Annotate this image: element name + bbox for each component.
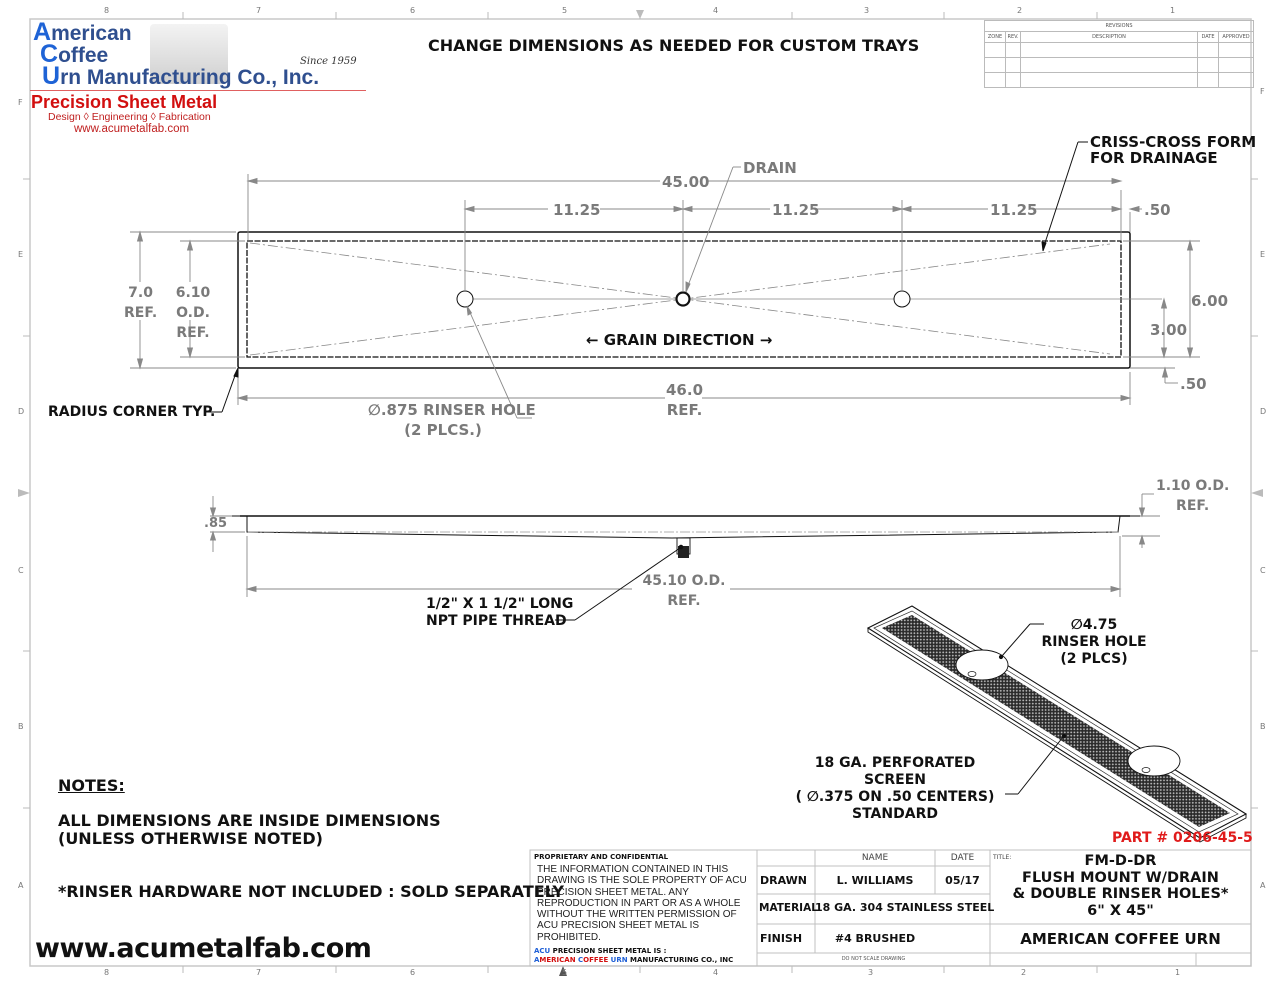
- material-value: 18 GA. 304 STAINLESS STEEL: [815, 901, 995, 914]
- note-inside-dimensions-line1: ALL DIMENSIONS ARE INSIDE DIMENSIONS: [58, 811, 441, 830]
- website-link[interactable]: www.acumetalfab.com: [35, 933, 372, 964]
- dim-od-length-value: 45.10 O.D.: [642, 573, 726, 589]
- material-label: MATERIAL: [759, 902, 818, 914]
- dim-od-height-suffix: REF.: [1176, 498, 1210, 514]
- iso-rinser-label: RINSER HOLE: [1041, 634, 1147, 650]
- criss-cross-line2: FOR DRAINAGE: [1090, 149, 1218, 167]
- proprietary-text: THE INFORMATION CONTAINED IN THIS DRAWING IS THE SOLE PROPERTY OF ACU PRECISION SHEET METAL. ANY REPRODUCTION IN PART OR AS A WHOLE WITHOUT THE WRITTEN PERMISSION OF ACU PRECISION SHEET METAL IS PROHIBITED.: [537, 864, 747, 943]
- zone-right-A: A: [1260, 881, 1266, 890]
- zone-bottom-6: 6: [410, 968, 416, 977]
- dim-od-height: [1156, 476, 1229, 516]
- company-word-coffee: OFFEE: [583, 956, 611, 964]
- criss-cross-note: [1090, 134, 1256, 166]
- dim-half-width: 3.00: [1150, 321, 1188, 339]
- logo-word-urn-manufacturing: rn Manufacturing Co., Inc.: [60, 66, 320, 89]
- dim-od-height-value: 1.10 O.D.: [1156, 478, 1230, 494]
- title-description-line2: & DOUBLE RINSER HOLES*: [1012, 886, 1229, 902]
- dim-od-length: [642, 571, 726, 611]
- rinser-hole-note: [368, 400, 536, 440]
- drawn-name: L. WILLIAMS: [836, 874, 914, 887]
- finish-label: FINISH: [760, 932, 803, 945]
- dim-spacing-1: 11.25: [553, 201, 601, 219]
- zone-right-E: E: [1260, 250, 1266, 259]
- criss-cross-line1: CRISS-CROSS FORM: [1090, 133, 1257, 151]
- header-note: CHANGE DIMENSIONS AS NEEDED FOR CUSTOM TRAYS: [428, 36, 920, 55]
- zone-top-7: 7: [256, 6, 262, 15]
- dim-end-offset-bottom: .50: [1180, 375, 1207, 393]
- zone-left-D: D: [18, 407, 25, 416]
- zone-bottom-1: 1: [1175, 968, 1181, 977]
- zone-bottom-2: 2: [1021, 968, 1027, 977]
- logo-word-coffee: offee: [58, 44, 109, 67]
- zone-bottom-4: 4: [713, 968, 719, 977]
- iso-rinser-diameter: ∅4.75: [1070, 617, 1118, 633]
- logo-word-american: merican: [51, 22, 132, 45]
- zone-top-2: 2: [1017, 6, 1023, 15]
- screen-spec: 18 GA. PERFORATED SCREEN: [814, 755, 976, 788]
- dim-depth: .85: [204, 516, 228, 531]
- revisions-empty-rows: [985, 42, 1253, 87]
- zone-left-A: A: [18, 881, 24, 890]
- screen-standard: STANDARD: [852, 806, 938, 822]
- logo-initial-u: U: [42, 62, 61, 90]
- title-model-code: FM-D-DR: [1084, 853, 1157, 869]
- logo-initial-a: A: [33, 18, 52, 46]
- zone-right-B: B: [1260, 722, 1266, 731]
- title-label: TITLE:: [993, 854, 1012, 861]
- logo-since: Since 1959: [300, 56, 357, 67]
- rinser-hole-count: (2 PLCS.): [404, 421, 482, 439]
- dim-width-od: [157, 283, 229, 343]
- perforated-screen-note: [783, 755, 1007, 823]
- do-not-scale-note: DO NOT SCALE DRAWING: [841, 956, 906, 962]
- dim-width-od-suffix: REF.: [176, 325, 210, 341]
- zone-top-6: 6: [410, 6, 416, 15]
- drawing-title: [990, 853, 1251, 919]
- acu-prefix: ACU: [534, 947, 551, 955]
- iso-rinser-note: [1040, 617, 1148, 668]
- acu-statement: [534, 947, 733, 965]
- finish-value: #4 BRUSHED: [834, 932, 916, 945]
- dim-overall-ref-value: 46.0: [666, 381, 704, 399]
- company-initial-a: A: [534, 956, 540, 964]
- pipe-thread-note: [426, 596, 573, 630]
- dim-width-ref-value: 7.0: [128, 285, 153, 301]
- zone-top-3: 3: [864, 6, 870, 15]
- logo-initial-c: C: [40, 40, 59, 68]
- revisions-table: [984, 20, 1254, 88]
- radius-corner-note: RADIUS CORNER TYP.: [48, 404, 216, 420]
- zone-bottom-3: 3: [868, 968, 874, 977]
- dim-spacing-3: 11.25: [990, 201, 1038, 219]
- zone-left-C: C: [18, 566, 24, 575]
- rinser-hole-size: ∅.875 RINSER HOLE: [368, 401, 536, 419]
- dim-end-offset-top: .50: [1144, 201, 1171, 219]
- zone-right-D: D: [1260, 407, 1267, 416]
- zone-top-8: 8: [104, 6, 110, 15]
- note-inside-dimensions-line2: (UNLESS OTHERWISE NOTED): [58, 829, 323, 848]
- company-logo: [30, 19, 370, 139]
- company-initial-c: C: [578, 956, 584, 964]
- logo-services: Design ◊ Engineering ◊ Fabrication: [48, 111, 211, 123]
- company-word-urn: URN: [610, 956, 628, 964]
- name-header: NAME: [861, 853, 889, 863]
- zone-top-1: 1: [1170, 6, 1176, 15]
- rev-col-description: DESCRIPTION: [1021, 32, 1198, 42]
- company-name: AMERICAN COFFEE URN: [1020, 930, 1221, 948]
- dim-width-ref-suffix: REF.: [124, 305, 158, 321]
- proprietary-heading: PROPRIETARY AND CONFIDENTIAL: [534, 853, 669, 861]
- dim-inner-width: 6.00: [1191, 292, 1229, 310]
- drawn-label: DRAWN: [760, 874, 807, 887]
- dim-spacing-2: 11.25: [772, 201, 820, 219]
- dim-overall-ref: [666, 380, 703, 420]
- part-number: PART # 0206-45-5: [1112, 830, 1253, 846]
- iso-rinser-count: (2 PLCS): [1060, 651, 1128, 667]
- pipe-thread-size: 1/2" X 1 1/2" LONG: [426, 596, 574, 612]
- zone-left-B: B: [18, 722, 24, 731]
- revisions-title: REVISIONS: [985, 21, 1253, 32]
- company-word-american: MERICAN: [539, 956, 579, 964]
- drawn-date: 05/17: [945, 874, 980, 887]
- dim-width-od-value: 6.10 O.D.: [175, 285, 211, 321]
- dim-od-length-suffix: REF.: [667, 593, 701, 609]
- zone-right-F: F: [1260, 87, 1265, 96]
- title-size: 6" X 45": [1087, 902, 1154, 919]
- zone-bottom-8: 8: [104, 968, 110, 977]
- drain-label: DRAIN: [743, 159, 797, 177]
- logo-tagline: Precision Sheet Metal: [31, 92, 218, 112]
- rev-col-date: DATE: [1198, 32, 1219, 42]
- rev-col-rev: REV.: [1006, 32, 1021, 42]
- zone-left-E: E: [18, 250, 24, 259]
- title-description-line1: FLUSH MOUNT W/DRAIN: [1022, 869, 1219, 886]
- dim-overall-ref-suffix: REF.: [666, 401, 703, 419]
- acu-line-rest: PRECISION SHEET METAL IS :: [550, 947, 667, 955]
- dim-width-ref: [124, 283, 157, 323]
- logo-divider: [30, 90, 366, 91]
- pipe-thread-type: NPT PIPE THREAD: [426, 613, 567, 629]
- zone-bottom-7: 7: [256, 968, 262, 977]
- screen-hole-pattern: ( ∅.375 ON .50 CENTERS): [795, 789, 995, 805]
- date-header: DATE: [950, 853, 975, 863]
- dim-overall-inner: 45.00: [662, 173, 710, 191]
- zone-bottom-5: 5: [562, 968, 568, 977]
- notes-heading: NOTES:: [58, 776, 125, 795]
- logo-url[interactable]: www.acumetalfab.com: [74, 123, 190, 135]
- company-tail: MANUFACTURING CO., INC: [627, 956, 734, 964]
- note-rinser-hardware: *RINSER HARDWARE NOT INCLUDED : SOLD SEPARATELY: [58, 882, 564, 901]
- zone-right-C: C: [1260, 566, 1266, 575]
- note-inside-dimensions: [58, 812, 441, 848]
- rev-col-approved: APPROVED: [1222, 34, 1250, 40]
- zone-top-4: 4: [713, 6, 719, 15]
- grain-direction: ← GRAIN DIRECTION →: [586, 331, 773, 349]
- zone-top-5: 5: [562, 6, 568, 15]
- zone-left-F: F: [18, 98, 23, 107]
- rev-col-zone: ZONE: [985, 32, 1006, 42]
